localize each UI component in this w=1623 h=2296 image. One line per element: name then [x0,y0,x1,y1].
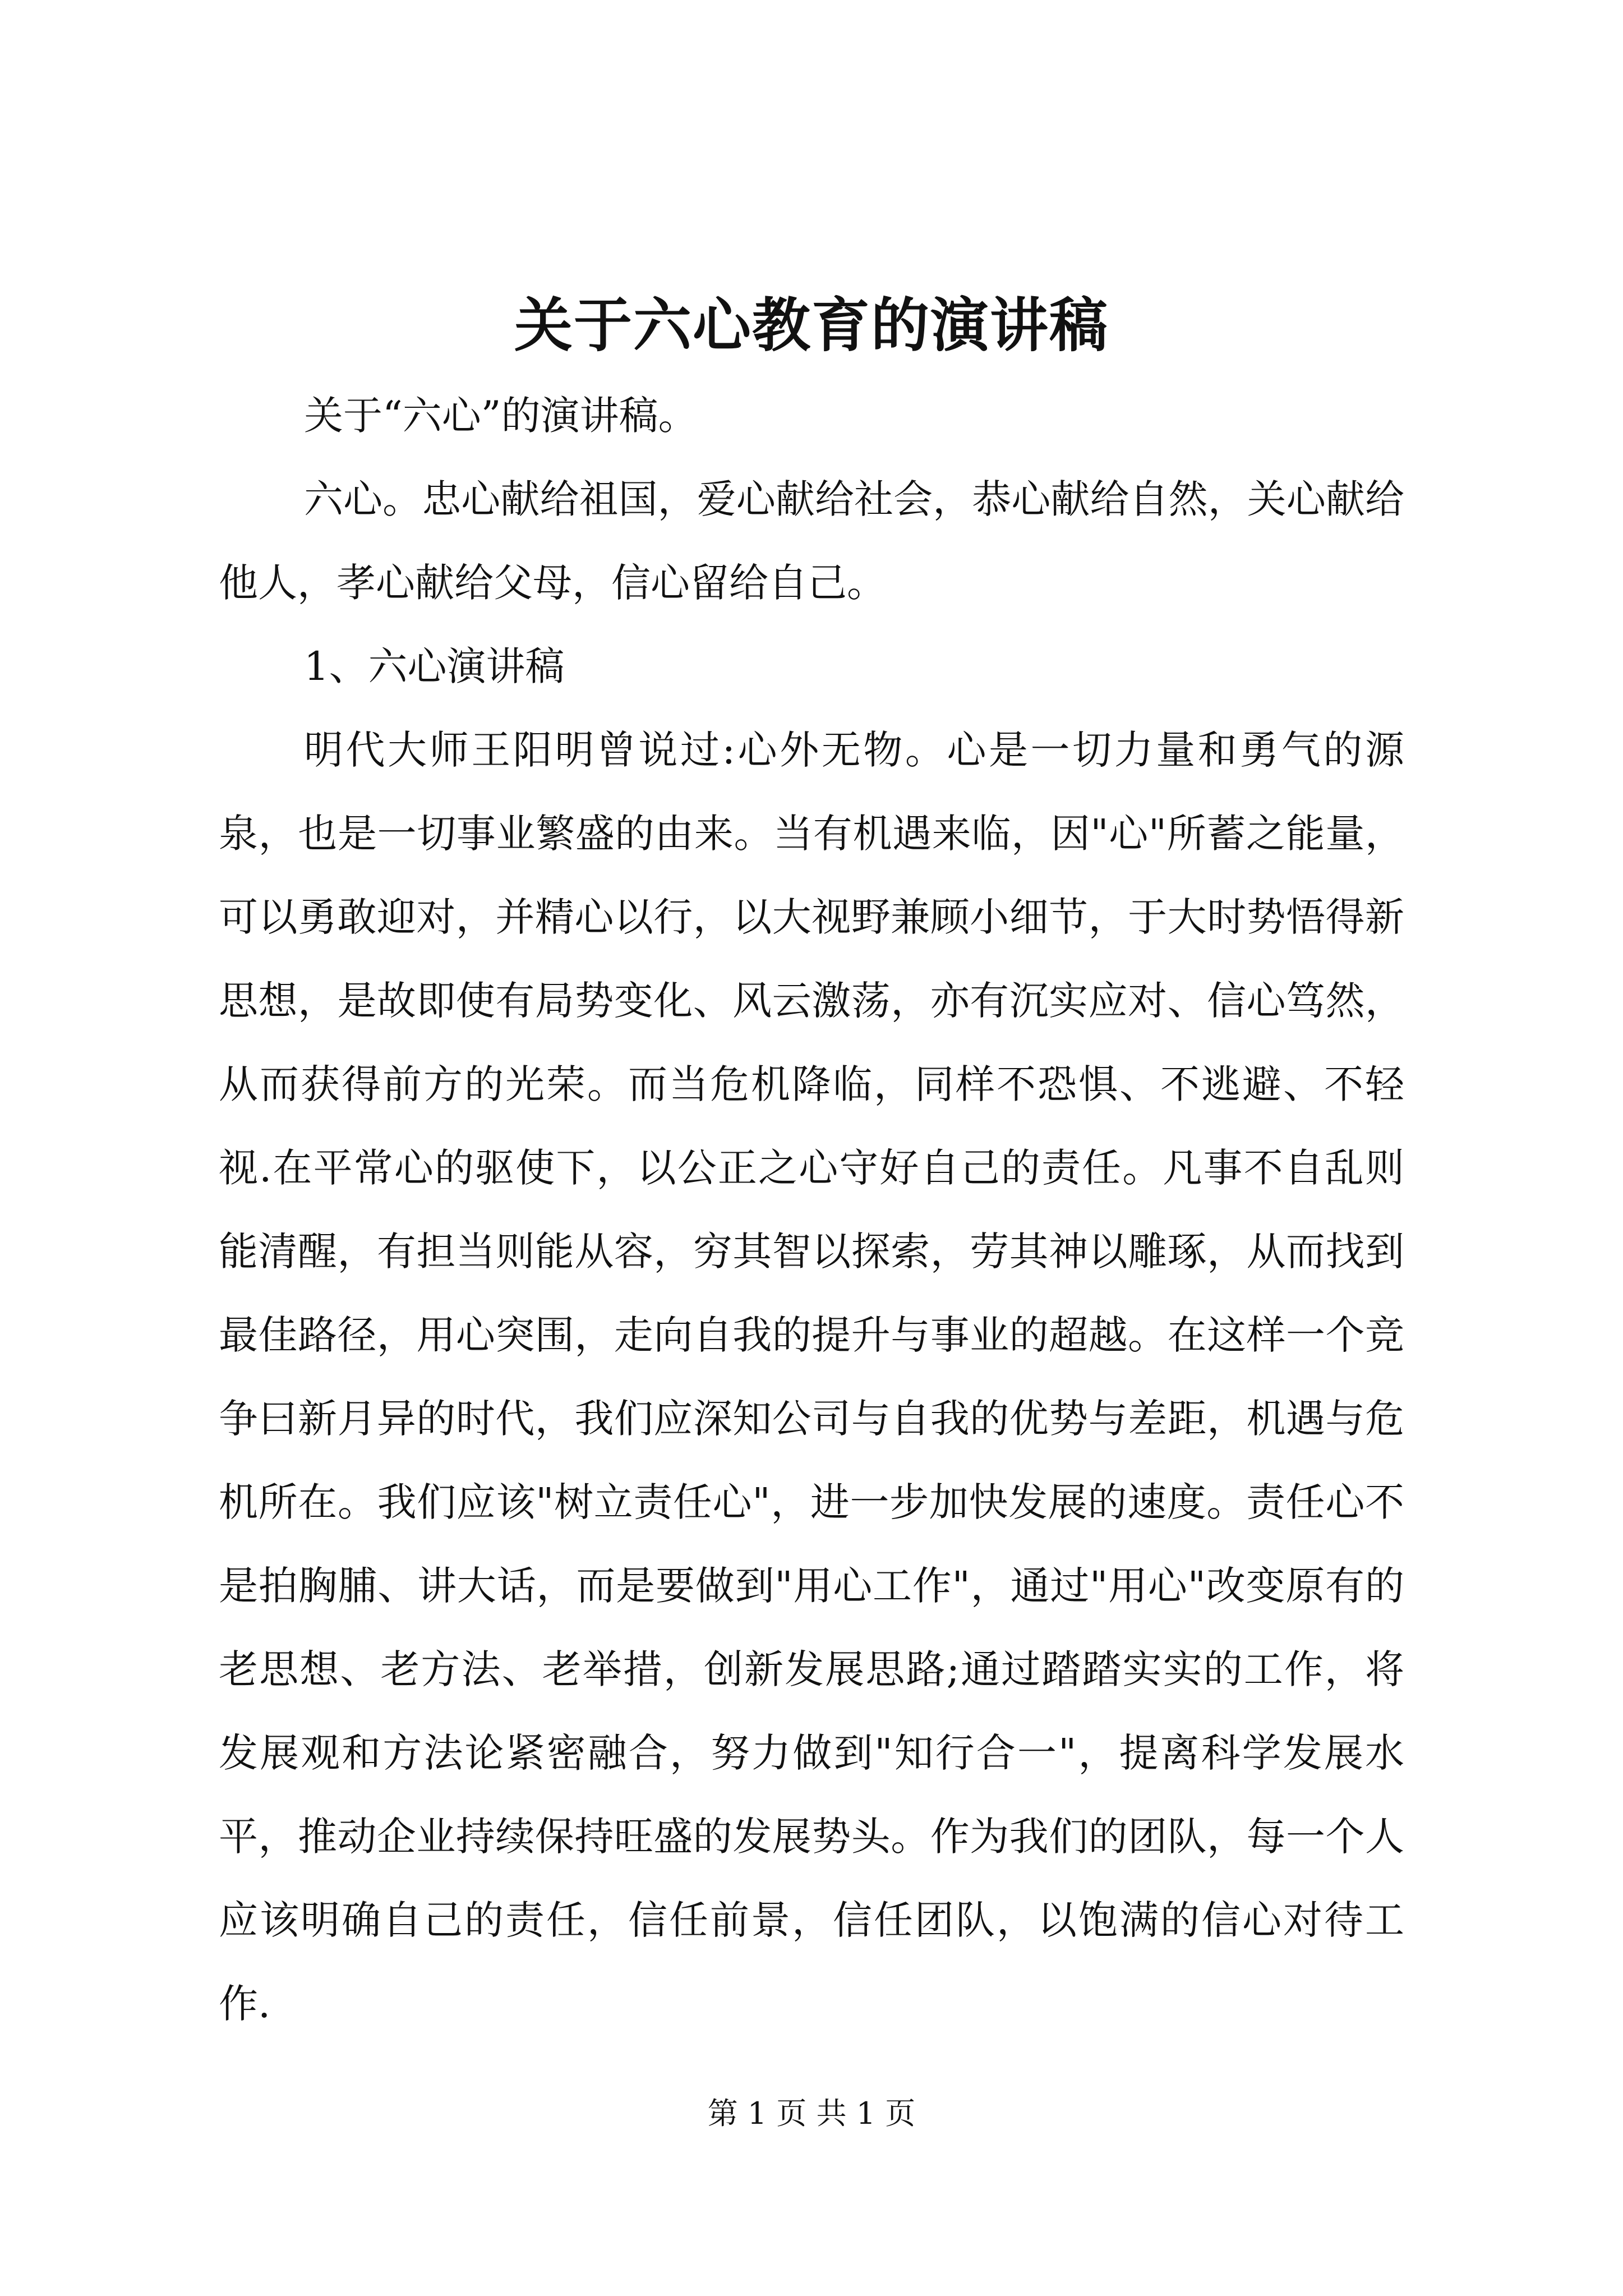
paragraph-intro: 关于“六心”的演讲稿。 [304,393,698,439]
page-number-footer: 第 1 页 共 1 页 [707,2096,916,2131]
paragraph-six-hearts: 六心。忠心献给祖国，爱心献给社会，恭心献给自然，关心献给他人，孝心献给父母，信心留给自己。 [219,476,1404,606]
section-heading: 1、六心演讲稿 [304,643,565,689]
paragraph-main: 明代大师王阳明曾说过:心外无物。心是一切力量和勇气的源泉，也是一切事业繁盛的由来。当有机遇来临，因"心"所蓄之能量，可以勇敢迎对，并精心以行，以大视野兼顾小细节，于大时势悟得新思想，是故即使有局势变化、风云激荡，亦有沉实应对、信心笃然，从而获得前方的光荣。而当危机降临，同样不恐惧、不逃避、不轻视.在平常心的驱使下，以公正之心守好自己的责任。凡事不自乱则能清醒，有担当则能从容，穷其智以探索，劳其神以雕琢，从而找到最佳路径，用心突围，走向自我的提升与事业的超越。在这样一个竞争曰新月异的时代，我们应深知公司与自我的优势与差距，机遇与危机所在。我们应该"树立责任心"，进一步加快发展的速度。责任心不是拍胸脯、讲大话，而是要做到"用心工作"，通过"用心"改变原有的老思想、老方法、老举措，创新发展思路;通过踏踏实实的工作，将发展观和方法论紧密融合，努力做到"知行合一"，提离科学发展水平，推动企业持续保持旺盛的发展势头。作为我们的团队，每一个人应该明确自己的责任，信任前景，信任团队，以饱满的信心对待工作. [219,727,1404,2027]
document-title: 关于六心教育的演讲稿 [514,291,1109,360]
document-body [219,374,1404,2046]
